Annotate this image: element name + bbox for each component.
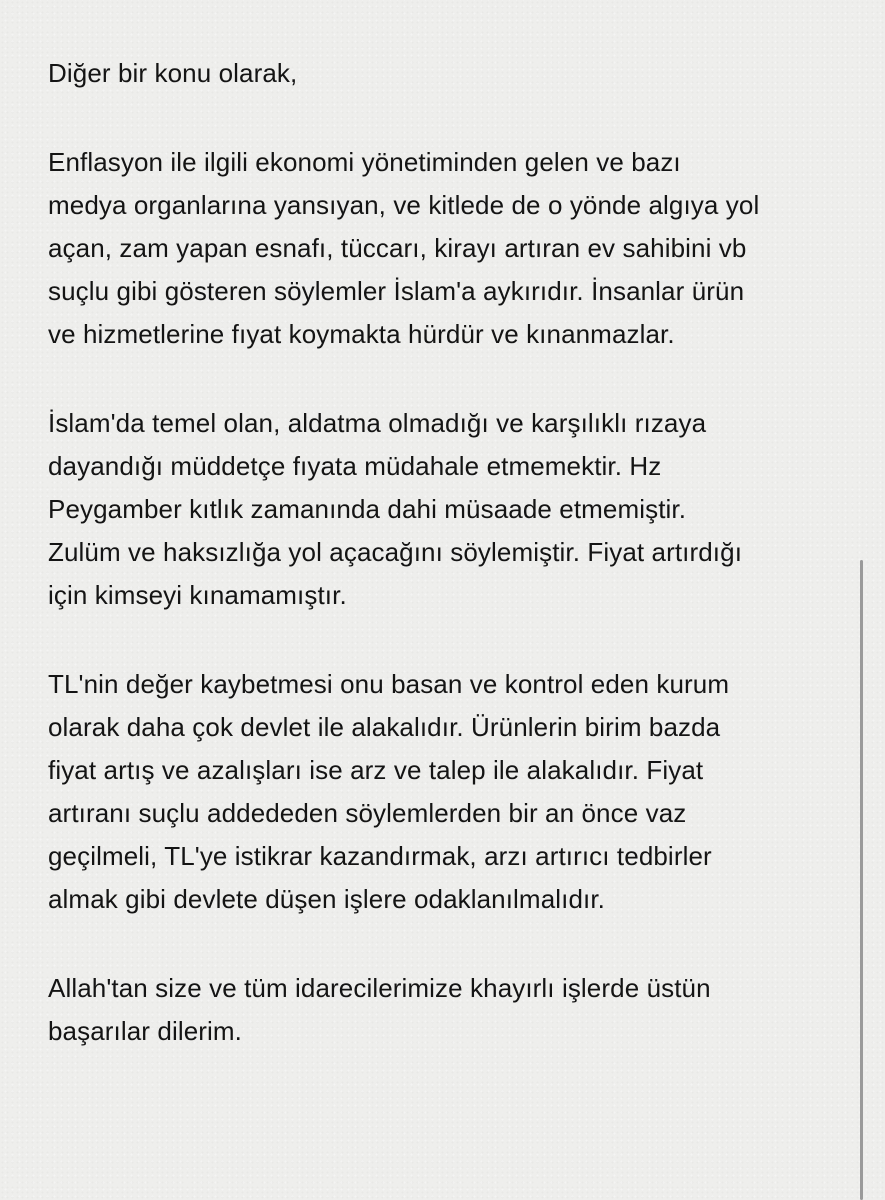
text-line: almak gibi devlete düşen işlere odaklanılmalıdır. bbox=[48, 884, 605, 914]
text-line: İslam'da temel olan, aldatma olmadığı ve karşılıklı rızaya bbox=[48, 408, 707, 438]
paragraph-islam bbox=[48, 402, 838, 617]
paragraph-closing bbox=[48, 967, 838, 1053]
text-line: için kimseyi kınamamıştır. bbox=[48, 580, 347, 610]
text-line: Enflasyon ile ilgili ekonomi yönetiminden gelen ve bazı bbox=[48, 147, 681, 177]
paragraph-inflation bbox=[48, 141, 838, 356]
text-line: Allah'tan size ve tüm idarecilerimize khayırlı işlerde üstün bbox=[48, 973, 711, 1003]
text-line: başarılar dilerim. bbox=[48, 1016, 242, 1046]
text-line: medya organlarına yansıyan, ve kitlede de o yönde algıya yol bbox=[48, 190, 760, 220]
vertical-scrollbar[interactable] bbox=[860, 560, 863, 1200]
text-line: artıranı suçlu addededen söylemlerden bir an önce vaz bbox=[48, 798, 687, 828]
text-line: Peygamber kıtlık zamanında dahi müsaade etmemiştir. bbox=[48, 494, 687, 524]
text-line: fiyat artış ve azalışları ise arz ve talep ile alakalıdır. Fiyat bbox=[48, 755, 704, 785]
text-line: dayandığı müddetçe fıyata müdahale etmemektir. Hz bbox=[48, 451, 662, 481]
note-body bbox=[48, 52, 838, 1099]
paragraph-currency bbox=[48, 663, 838, 921]
text-line: geçilmeli, TL'ye istikrar kazandırmak, arzı artırıcı tedbirler bbox=[48, 841, 712, 871]
text-line: açan, zam yapan esnafı, tüccarı, kirayı artıran ev sahibini vb bbox=[48, 233, 747, 263]
text-line: Zulüm ve haksızlığa yol açacağını söylemiştir. Fiyat artırdığı bbox=[48, 537, 743, 567]
paragraph-greeting bbox=[48, 52, 838, 95]
text-line: olarak daha çok devlet ile alakalıdır. Ürünlerin birim bazda bbox=[48, 712, 721, 742]
text-line: suçlu gibi gösteren söylemler İslam'a aykırıdır. İnsanlar ürün bbox=[48, 276, 745, 306]
text-line: Diğer bir konu olarak, bbox=[48, 58, 298, 88]
text-line: ve hizmetlerine fıyat koymakta hürdür ve kınanmazlar. bbox=[48, 319, 675, 349]
text-line: TL'nin değer kaybetmesi onu basan ve kontrol eden kurum bbox=[48, 669, 730, 699]
